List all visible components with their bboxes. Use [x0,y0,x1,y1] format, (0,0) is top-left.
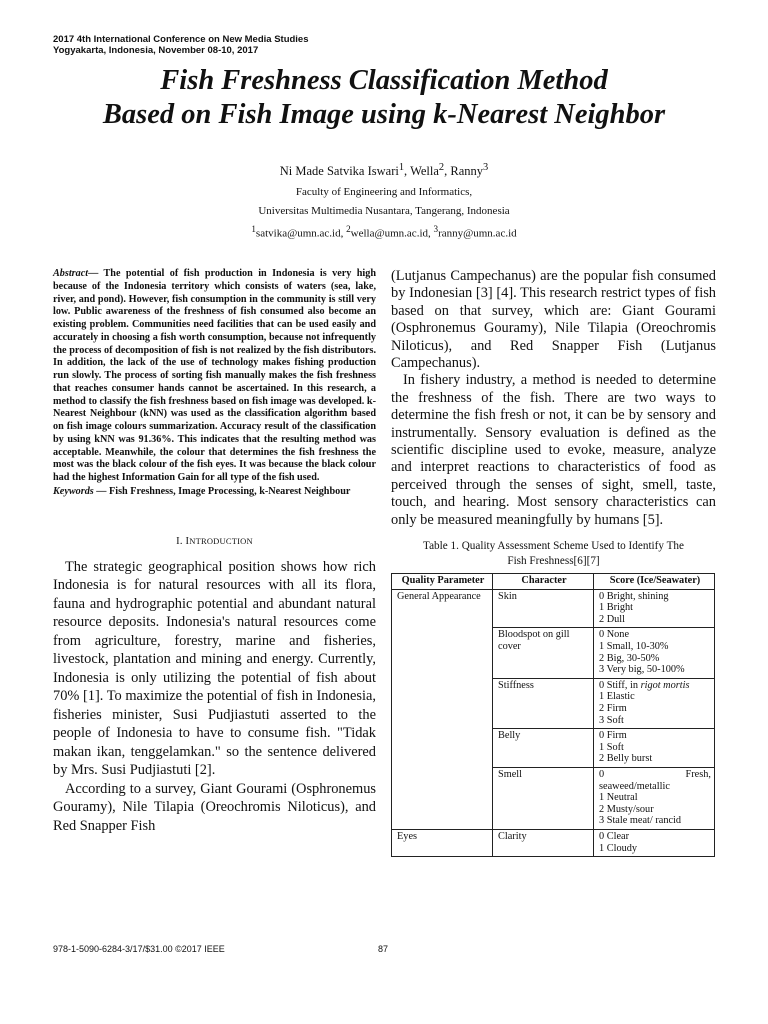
email-2-sup: 2 [346,224,351,234]
author-3-sup: 3 [483,162,489,173]
author-separator: , [404,164,411,179]
score-line: 1 Cloudy [599,842,638,854]
section-title-initial: I [185,535,190,547]
right-paragraph-2: In fishery industry, a method is needed to determine the freshness of the fish. There are two ways to determine the fish fresh or not, it can be by sensory and instrumentally. Sensory evaluation is defined as the scientific discipline used to evoke, measure, analyze and interpret reactions to characteristics of food as perceived through the senses of sight, smell, taste, touch, and hearing. Most sensory characteristics can only be measured meaningfully by humans [5]. [391,372,716,528]
table-header-row [392,574,715,590]
right-paragraph-1: (Lutjanus Campechanus) are the popular fish consumed by Indonesian [3] [4]. This research restrict types of fish based on that survey, which are: Giant Gourami (Osphronemus Gouramy), Nile Tilapia (Oreochromis Niloticus), and Red Snapper Fish (Lutjanus Campechanus). [391,268,716,372]
score-line: 2 Big, 30-50% [599,652,660,664]
paper-title [0,64,768,132]
cell-score-smell [594,768,715,830]
author-emails [0,220,768,243]
author-list [0,160,768,179]
email-1[interactable]: satvika@umn.ac.id, [255,227,347,240]
header-character: Character [493,574,594,590]
score-line: 0 None [599,629,630,641]
section-heading-introduction [53,535,376,548]
email-1-sup: 1 [251,224,256,234]
score-line: 1 Small, 10-30% [599,641,669,653]
cell-score-belly [594,729,715,768]
email-3[interactable]: ranny@umn.ac.id [438,227,517,240]
score-line: 1 Elastic [599,691,635,703]
footer-isbn: 978-1-5090-6284-3/17/$31.00 ©2017 IEEE [53,944,225,954]
abstract-text: The potential of fish production in Indonesia is very high because of the Indonesia territory which consists of waters (sea, lake, river, and pond). However, fish consumption in the community is still very low. Public awareness of the freshness of fish consumed also become an existing problem. Communities need facilities that can be used easily and accurately in choosing a fish worth consumption, because not infrequently the process of decomposition of fish is not realized by the fish distributors. In addition, the lack of the use of technology makes fishing production run slowly. The process of sorting fish manually makes the fish freshness that reaches consumer hands cannot be ascertained. In this research, a method to classify the fish freshness based on fish image was developed. k-Nearest Neighbour (kNN) was used as the classification algorithm based on fish image colours summarization. Accuracy result of the classification by using kNN was 91.36%. This indicates that the resulting method was acceptable. Meanwhile, the colour that determines the fish freshness the most was the black colour of the fish eyes. It was because the black colour had the highest Information Gain for all type of the fish used. [53,268,376,483]
cell-score-clarity [594,829,715,856]
section-title-rest: NTRODUCTION [189,535,253,546]
email-3-sup: 3 [433,224,439,234]
score-line: 1 Soft [599,741,624,753]
cell-character-clarity: Clarity [493,829,594,856]
email-2[interactable]: wella@umn.ac.id, [350,227,434,240]
score-line: 1 Neutral [599,792,638,804]
score-line: 2 Belly burst [599,753,653,765]
keywords-text: Fish Freshness, Image Processing, k-Nearest Neighbour [109,485,351,497]
header-quality-parameter: Quality Parameter [392,574,493,590]
score-line [599,680,711,692]
affiliation [0,183,768,243]
score-word: Fresh, [685,769,711,780]
affiliation-line-2: Universitas Multimedia Nusantara, Tangerang, Indonesia [258,204,510,217]
score-number: 0 [599,769,605,780]
score-italic: rigot mortis [640,679,690,691]
header-score: Score (Ice/Seawater) [594,574,715,590]
cell-character-smell: Smell [493,768,594,830]
cell-character-belly: Belly [493,729,594,768]
page-number: 87 [378,944,389,954]
score-line: 2 Firm [599,703,627,715]
cell-score-stiffness [594,678,715,728]
cell-score-bloodspot [594,628,715,678]
cell-general-appearance: General Appearance [392,589,493,829]
table-caption [391,539,716,569]
conference-line-2: Yogyakarta, Indonesia, November 08-10, 2017 [53,45,259,56]
abstract-dash: — [88,268,104,279]
score-line: 3 Soft [599,714,624,726]
score-line: seaweed/metallic [599,780,670,792]
score-line: 2 Dull [599,613,626,625]
cell-character-bloodspot: Bloodspot on gill cover [493,628,594,678]
author-separator: , [444,164,451,179]
score-line: 0 Firm [599,730,627,742]
title-line-2: Based on Fish Image using k-Nearest Neighbor [102,99,666,130]
score-line: 0 Clear [599,830,630,842]
conference-header [53,34,309,56]
score-line: 3 Very big, 50-100% [599,664,685,676]
author-3: Ranny [450,164,484,179]
cell-character-skin: Skin [493,589,594,628]
keywords-dash: — [93,485,110,497]
intro-paragraph-2: According to a survey, Giant Gourami (Osphronemus Gouramy), Nile Tilapia (Oreochromis Niloticus), and Red Snapper Fish [53,780,376,834]
intro-paragraph-1: The strategic geographical position shows how rich Indonesia is for natural resources with all its flora, fauna and hydrographic potential and abundant natural resource deposits. Indonesia's natural resources come from agriculture, forestry, marine and fisheries, livestock, plantation and mining and energy. Currently, Indonesia is only utilizing the potential of fish about 70% [1]. To maximize the potential of fish in Indonesia, fisheries minister, Susi Pudjiastuti asserted to the people of Indonesia to have to consume fish. "Tidak makan ikan, tenggelamkan." so the sentence delivered by Mrs. Susi Pudjiastuti [2]. [53,558,376,779]
author-2-sup: 2 [438,162,445,173]
left-column [53,268,376,835]
section-number: I. [176,535,186,547]
table-row [392,589,715,628]
keywords-label: Keywords [53,485,94,497]
author-1: Ni Made Satvika Iswari [279,164,399,179]
cell-score-skin [594,589,715,628]
score-line [599,769,711,781]
quality-assessment-table [391,573,715,857]
author-2: Wella [410,164,439,179]
table-caption-line-2: Fish Freshness[6][7] [507,555,600,568]
score-line: 0 Bright, shining [599,590,669,602]
affiliation-line-1: Faculty of Engineering and Informatics, [295,186,473,198]
abstract [53,268,376,485]
score-line: 3 Stale meat/ rancid [599,815,682,827]
table-row [392,829,715,856]
score-prefix: 0 Stiff, in [599,679,641,691]
author-1-sup: 1 [398,162,405,173]
abstract-label: Abstract [53,268,89,279]
cell-character-stiffness: Stiffness [493,678,594,728]
right-column [391,268,716,857]
table-caption-line-1: Table 1. Quality Assessment Scheme Used to Identify The [423,540,684,553]
conference-line-1: 2017 4th International Conference on New Media Studies [53,34,309,45]
keywords [53,485,376,499]
score-line: 2 Musty/sour [599,803,654,815]
cell-eyes: Eyes [392,829,493,856]
score-line: 1 Bright [599,602,634,614]
title-line-1: Fish Freshness Classification Method [160,65,608,96]
